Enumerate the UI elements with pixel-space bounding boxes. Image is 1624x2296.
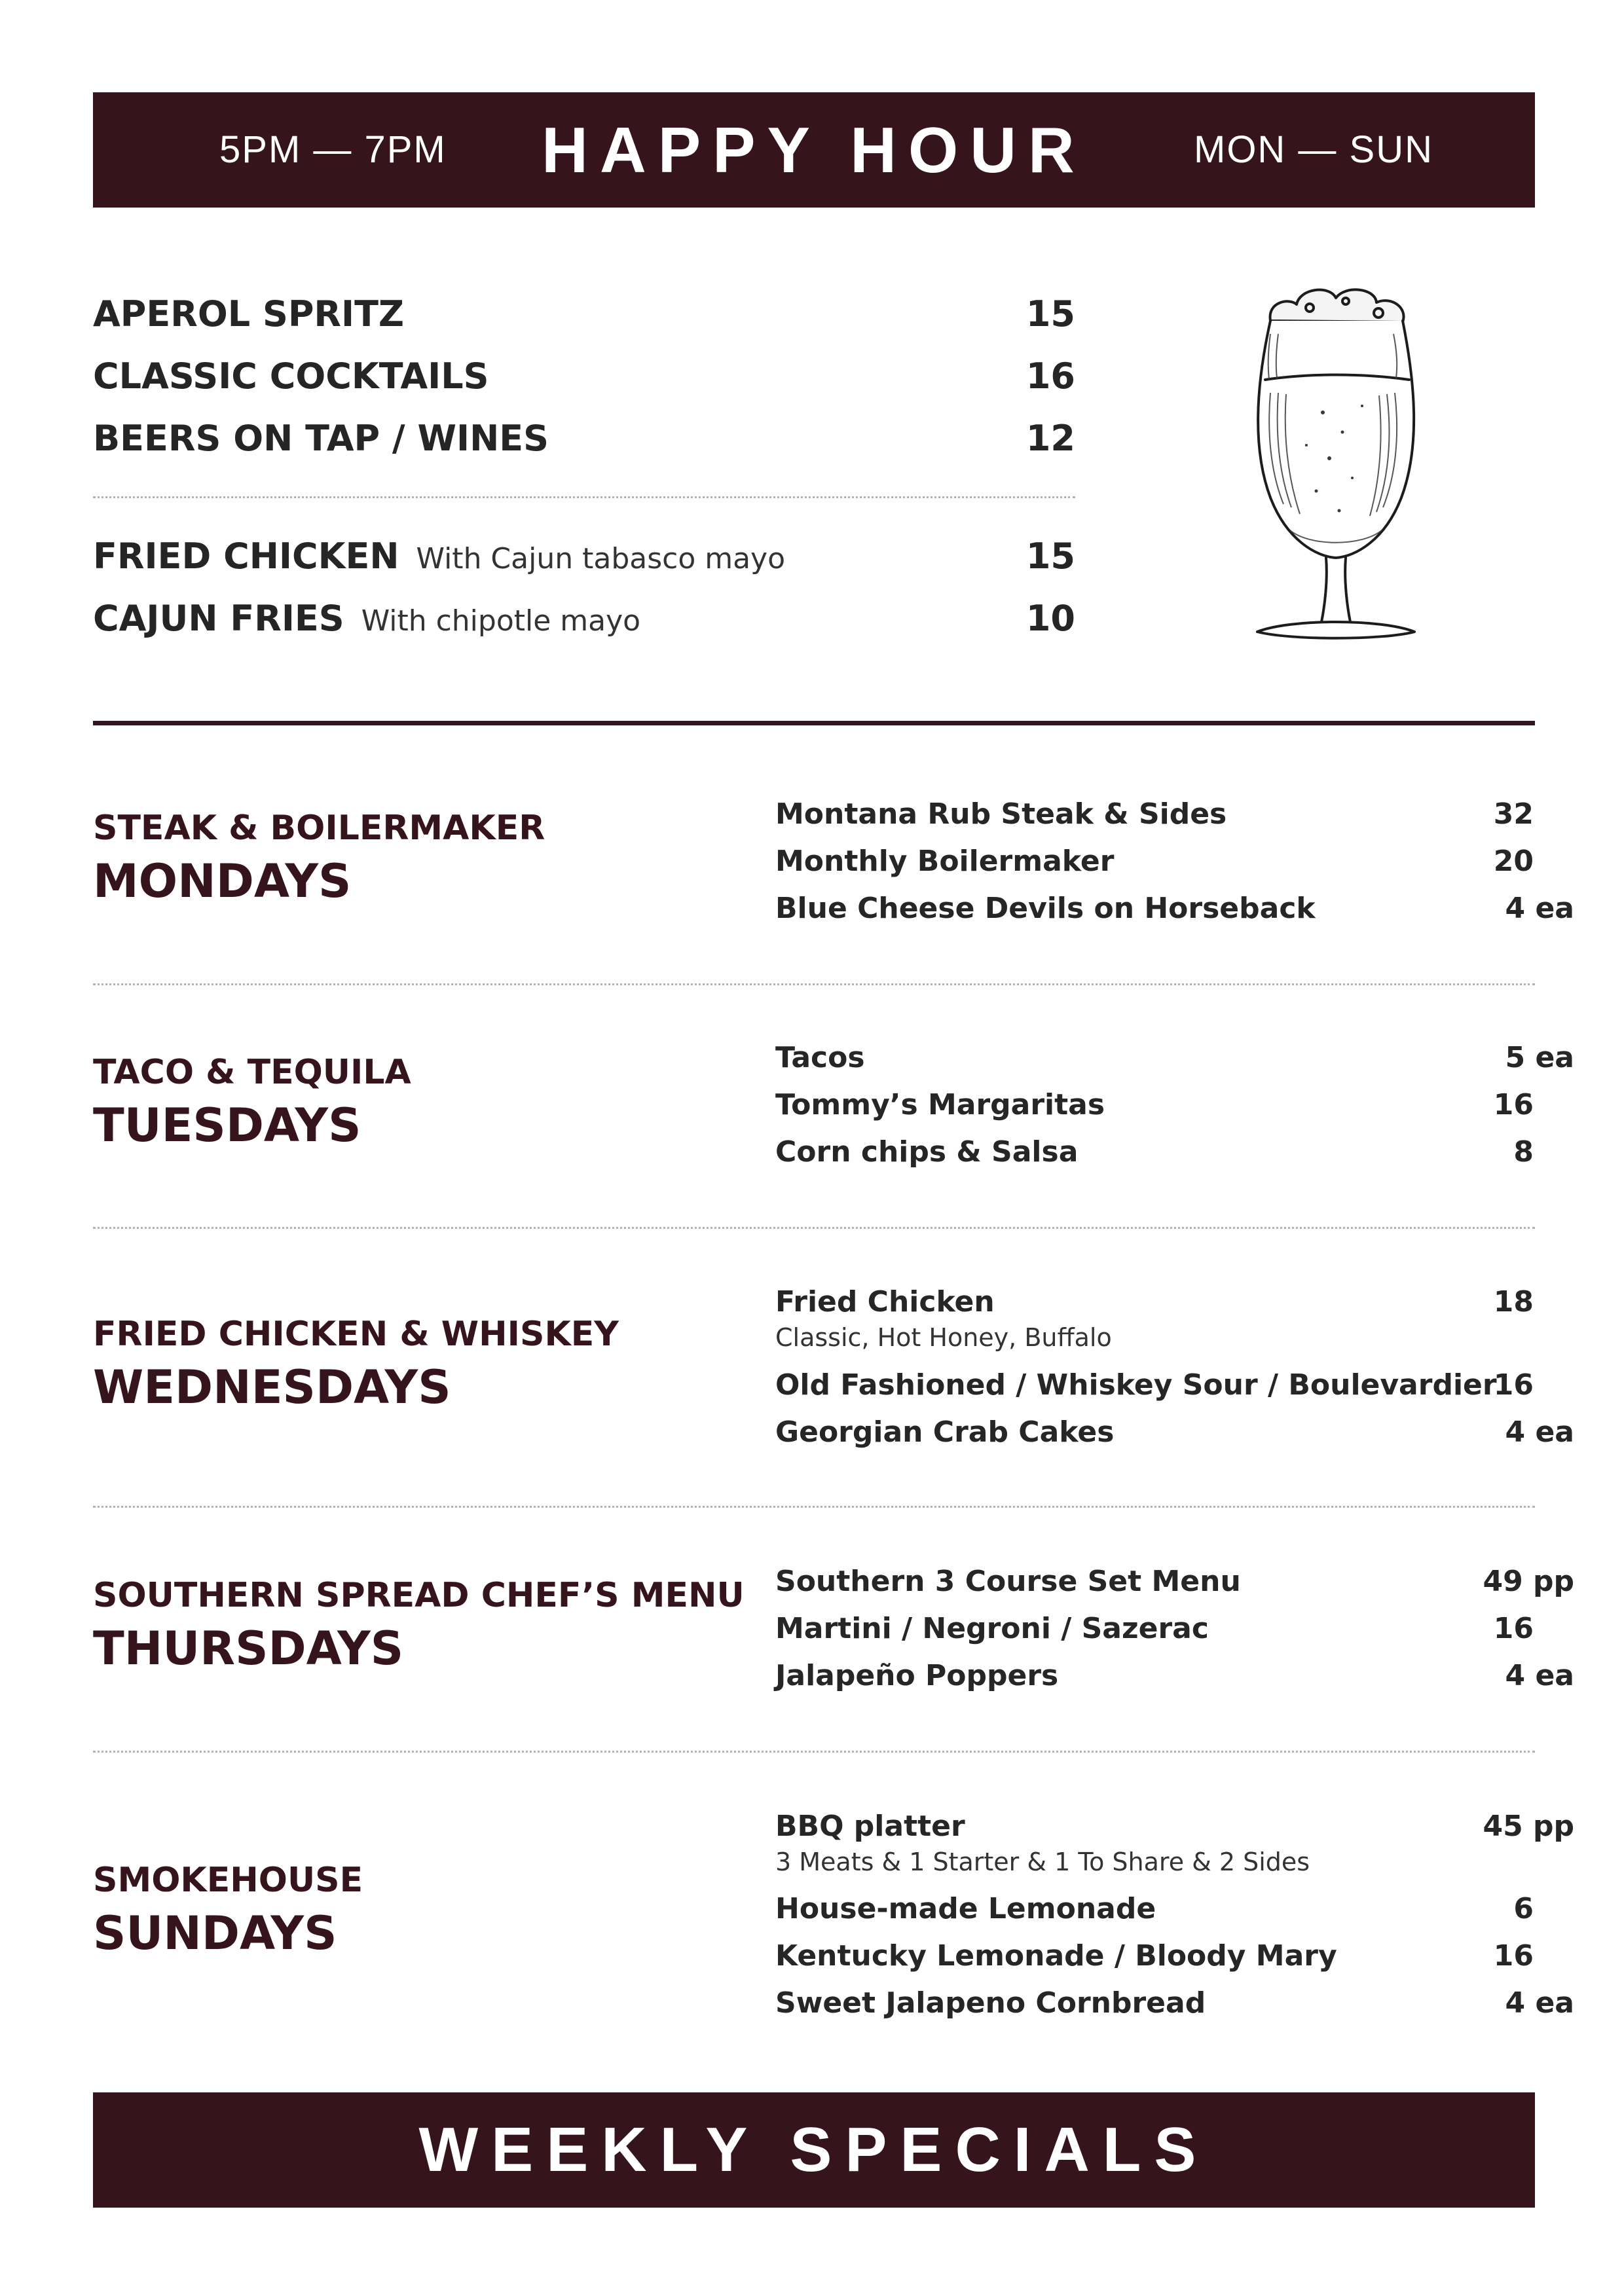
hh-food-row — [93, 530, 1075, 583]
hh-item-price: 10 — [1025, 598, 1075, 639]
special-item-name: Southern 3 Course Set Menu — [775, 1565, 1241, 1598]
section-divider — [93, 721, 1535, 725]
weekly-specials-title: WEEKLY SPECIALS — [418, 2115, 1209, 2185]
hh-item-desc: With chipotle mayo — [361, 604, 641, 638]
special-item — [775, 1980, 1574, 2027]
special-item-name: Blue Cheese Devils on Horseback — [775, 892, 1316, 925]
monday-theme: STEAK & BOILERMAKER — [93, 809, 545, 848]
special-item-name: Sweet Jalapeno Cornbread — [775, 1986, 1206, 2020]
special-item — [775, 791, 1574, 838]
special-item-price: 4 ea — [1505, 1986, 1574, 2020]
special-item — [775, 1933, 1574, 1980]
happy-hour-banner — [93, 92, 1535, 208]
happy-hour-days: MON — SUN — [1194, 128, 1433, 171]
special-item — [775, 1362, 1574, 1409]
special-item — [775, 1558, 1574, 1605]
special-item-price: 16 — [1493, 1368, 1534, 1402]
tuesday-theme: TACO & TEQUILA — [93, 1053, 411, 1092]
special-item-name: Kentucky Lemonade / Bloody Mary — [775, 1939, 1337, 1973]
week-divider — [93, 1227, 1535, 1229]
hh-item-name: FRIED CHICKEN — [93, 536, 399, 577]
hh-item-name: BEERS ON TAP / WINES — [93, 418, 549, 459]
sunday-theme: SMOKEHOUSE — [93, 1861, 363, 1900]
special-item — [775, 1129, 1574, 1176]
special-item-price: 49 pp — [1483, 1565, 1574, 1598]
special-item — [775, 838, 1574, 885]
special-item-price: 20 — [1493, 845, 1534, 878]
special-item-name: BBQ platter — [775, 1810, 965, 1843]
hh-item-name: CAJUN FRIES — [93, 598, 344, 639]
special-item-name: Tacos — [775, 1041, 865, 1074]
happy-hour-title: HAPPY HOUR — [542, 114, 1086, 186]
special-item-name: Monthly Boilermaker — [775, 845, 1115, 878]
special-item-price: 4 ea — [1505, 892, 1574, 925]
tuesday-day: TUESDAYS — [93, 1099, 361, 1152]
special-item-name: House-made Lemonade — [775, 1892, 1156, 1925]
hh-item-price: 16 — [1025, 355, 1075, 397]
special-item-price: 16 — [1493, 1612, 1534, 1645]
hh-drink-row — [93, 350, 1075, 403]
special-item-name: Fried Chicken — [775, 1285, 995, 1319]
special-item-price: 4 ea — [1505, 1415, 1574, 1449]
special-item-name: Corn chips & Salsa — [775, 1135, 1079, 1169]
special-item-price: 16 — [1493, 1088, 1534, 1121]
hh-drink-row — [93, 412, 1075, 465]
sunday-day: SUNDAYS — [93, 1906, 337, 1960]
thursday-day: THURSDAYS — [93, 1622, 404, 1675]
weekly-specials-banner — [93, 2092, 1535, 2208]
special-item-price: 18 — [1493, 1285, 1534, 1319]
special-item-name: Martini / Negroni / Sazerac — [775, 1612, 1209, 1645]
wednesday-theme: FRIED CHICKEN & WHISKEY — [93, 1315, 619, 1354]
week-divider — [93, 1751, 1535, 1753]
special-item — [775, 1652, 1574, 1700]
hh-divider — [93, 496, 1075, 498]
hh-drink-row — [93, 288, 1075, 340]
special-item-price: 32 — [1493, 797, 1534, 831]
hh-item-desc: With Cajun tabasco mayo — [416, 542, 786, 575]
hh-item-price: 15 — [1025, 536, 1075, 577]
special-item-price: 4 ea — [1505, 1659, 1574, 1692]
special-item-name: Old Fashioned / Whiskey Sour / Boulevardier — [775, 1368, 1497, 1402]
special-item-sub: Classic, Hot Honey, Buffalo — [775, 1323, 1112, 1352]
special-item-price: 45 pp — [1483, 1810, 1574, 1843]
special-item-price: 16 — [1493, 1939, 1534, 1973]
special-item-price: 8 — [1513, 1135, 1534, 1169]
happy-hour-times: 5PM — 7PM — [219, 128, 447, 171]
special-item-name: Tommy’s Margaritas — [775, 1088, 1105, 1121]
beer-glass-illustration — [1231, 282, 1441, 648]
hh-item-name: CLASSIC COCKTAILS — [93, 355, 489, 397]
special-item-price: 5 ea — [1505, 1041, 1574, 1074]
special-item-name: Georgian Crab Cakes — [775, 1415, 1115, 1449]
monday-day: MONDAYS — [93, 854, 352, 908]
wednesday-day: WEDNESDAYS — [93, 1360, 451, 1414]
hh-item-price: 15 — [1025, 293, 1075, 335]
special-item-sub: 3 Meats & 1 Starter & 1 To Share & 2 Sides — [775, 1848, 1310, 1876]
special-item — [775, 885, 1574, 932]
special-item-name: Jalapeño Poppers — [775, 1659, 1059, 1692]
special-item — [775, 1034, 1574, 1082]
hh-food-row — [93, 592, 1075, 645]
special-item — [775, 1082, 1574, 1129]
special-item-price: 6 — [1513, 1892, 1534, 1925]
thursday-theme: SOUTHERN SPREAD CHEF’S MENU — [93, 1576, 745, 1615]
hh-item-price: 12 — [1025, 418, 1075, 459]
special-item — [775, 1605, 1574, 1652]
week-divider — [93, 1506, 1535, 1508]
hh-item-name: APEROL SPRITZ — [93, 293, 405, 335]
special-item-name: Montana Rub Steak & Sides — [775, 797, 1227, 831]
special-item — [775, 1886, 1574, 1933]
week-divider — [93, 983, 1535, 985]
special-item — [775, 1409, 1574, 1456]
